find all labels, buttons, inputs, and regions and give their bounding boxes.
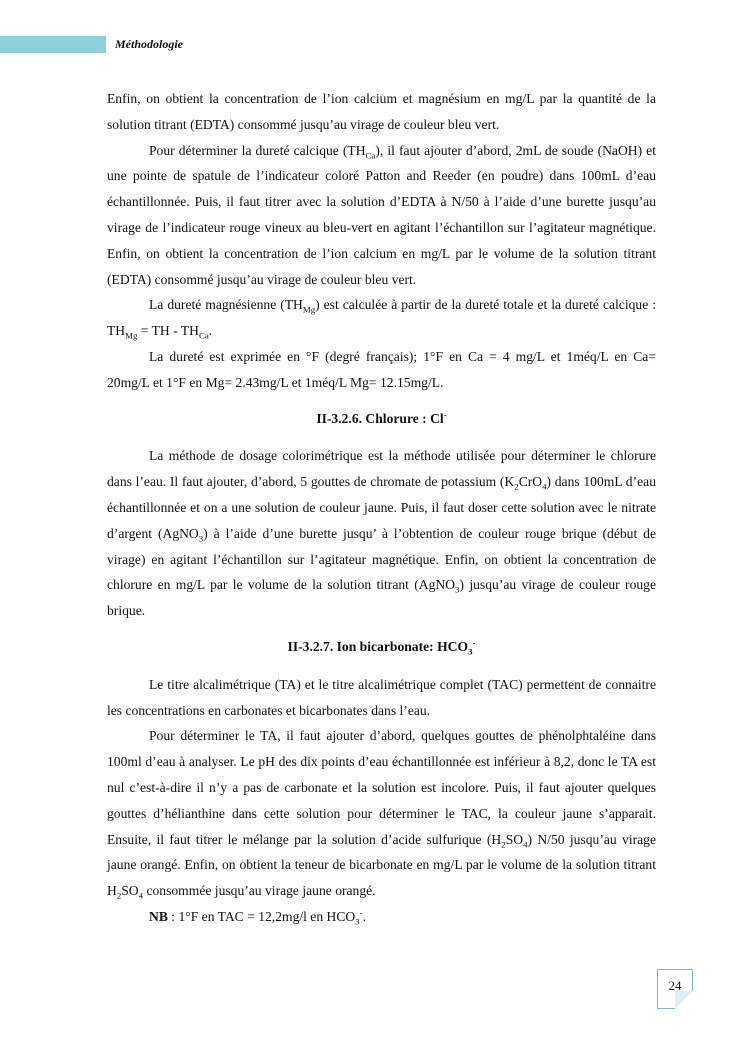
paragraph: La dureté est exprimée en °F (degré français); 1°F en Ca = 4 mg/L et 1méq/L en Ca= 20mg/L et 1°F en Mg= 2.43mg/L et 1méq/L Mg= 12.15mg/L. [107, 348, 656, 390]
document-body [107, 86, 656, 930]
page-number: 24 [657, 969, 693, 1009]
paragraph: La dureté magnésienne $(TH_{Mg})$ est calculée à partir de la dureté totale et la dureté calcique : $TH_{Mg}$ = TH - $TH_{Ca}$. [107, 297, 656, 341]
paragraph: La méthode de dosage colorimétrique est la méthode utilisée pour déterminer le chlorure dans l’eau. Il faut ajouter, d’abord, 5 gouttes de chromate de potassium $(K_2CrO_4)$ dans 100mL d’eau échantillonnée et on a une solution de couleur jaune. Puis, il faut doser cette solution avec le nitrate d’argent (AgNO$_3$) à l’aide d’une burette jusqu’ à l’obtention de couleur rouge brique (début de virage) en agitant l’échantillon sur l’agitateur magnétique. Enfin, on obtient la concentration de chlorure en mg/L par le volume de la solution titrant (AgNO$_3$) jusqu’au virage de couleur rouge brique. [107, 448, 657, 619]
header-accent-bar [0, 36, 106, 53]
paragraph: Le titre alcalimétrique (TA) et le titre alcalimétrique complet (TAC) permettent de connaitre les concentrations en carbonates et bicarbonates dans l’eau. [107, 676, 656, 718]
paragraph: Pour déterminer la dureté calcique $(TH_{Ca})$, il faut ajouter d’abord, 2mL de soude (NaOH) et une pointe de spatule de l’indicateur coloré Patton and Reeder (en poudre) dans 100mL d’eau échantillonnée. Puis, il faut titrer avec la solution d’EDTA à N/50 à l’aide d’une burette jusqu’au virage de l’indicateur rouge vineux au bleu-vert en agitant l’échantillon sur l’agitateur magnétique. Enfin, on obtient la concentration de l’ion calcium en mg/L par le volume de la solution titrant (EDTA) consommé jusqu’au virage de couleur bleu vert. [107, 142, 656, 287]
section-heading-chlorure: II-3.2.6. Chlorure : Cl- [316, 409, 447, 426]
note-paragraph: NB : 1°F en TAC = 12,2mg/l en $HCO_3^-$. [149, 907, 367, 927]
paragraph: Pour déterminer le TA, il faut ajouter d’abord, quelques gouttes de phénolphtaléine dans 100ml d’eau à analyser. Le pH des dix points d’eau échantillonnée est inférieur à 8,2, donc le TA est nul c’est-à-dire il n’y a pas de carbonate et la solution est incolore. Puis, il faut ajouter quelques gouttes d’hélianthine dans cette solution pour déterminer le TAC, la couleur jaune s’apparait. Ensuite, il faut titrer le mélange par la solution d’acide sulfurique $(H_2SO_4)$ N/50 jusqu’au virage jaune orangé. Enfin, on obtient la teneur de bicarbonate en mg/L par le volume de la solution titrant $H_2SO_4$ consommée jusqu’au virage jaune orangé. [107, 728, 656, 901]
header-title: Méthodologie [115, 37, 183, 51]
section-heading-bicarbonate: II-3.2.7. Ion bicarbonate: $HCO_3^-$ [287, 637, 476, 657]
paragraph: Enfin, on obtient la concentration de l’ion calcium et magnésium en mg/L par la quantité de la solution titrant (EDTA) consommé jusqu’au virage de couleur bleu vert. [107, 91, 656, 132]
